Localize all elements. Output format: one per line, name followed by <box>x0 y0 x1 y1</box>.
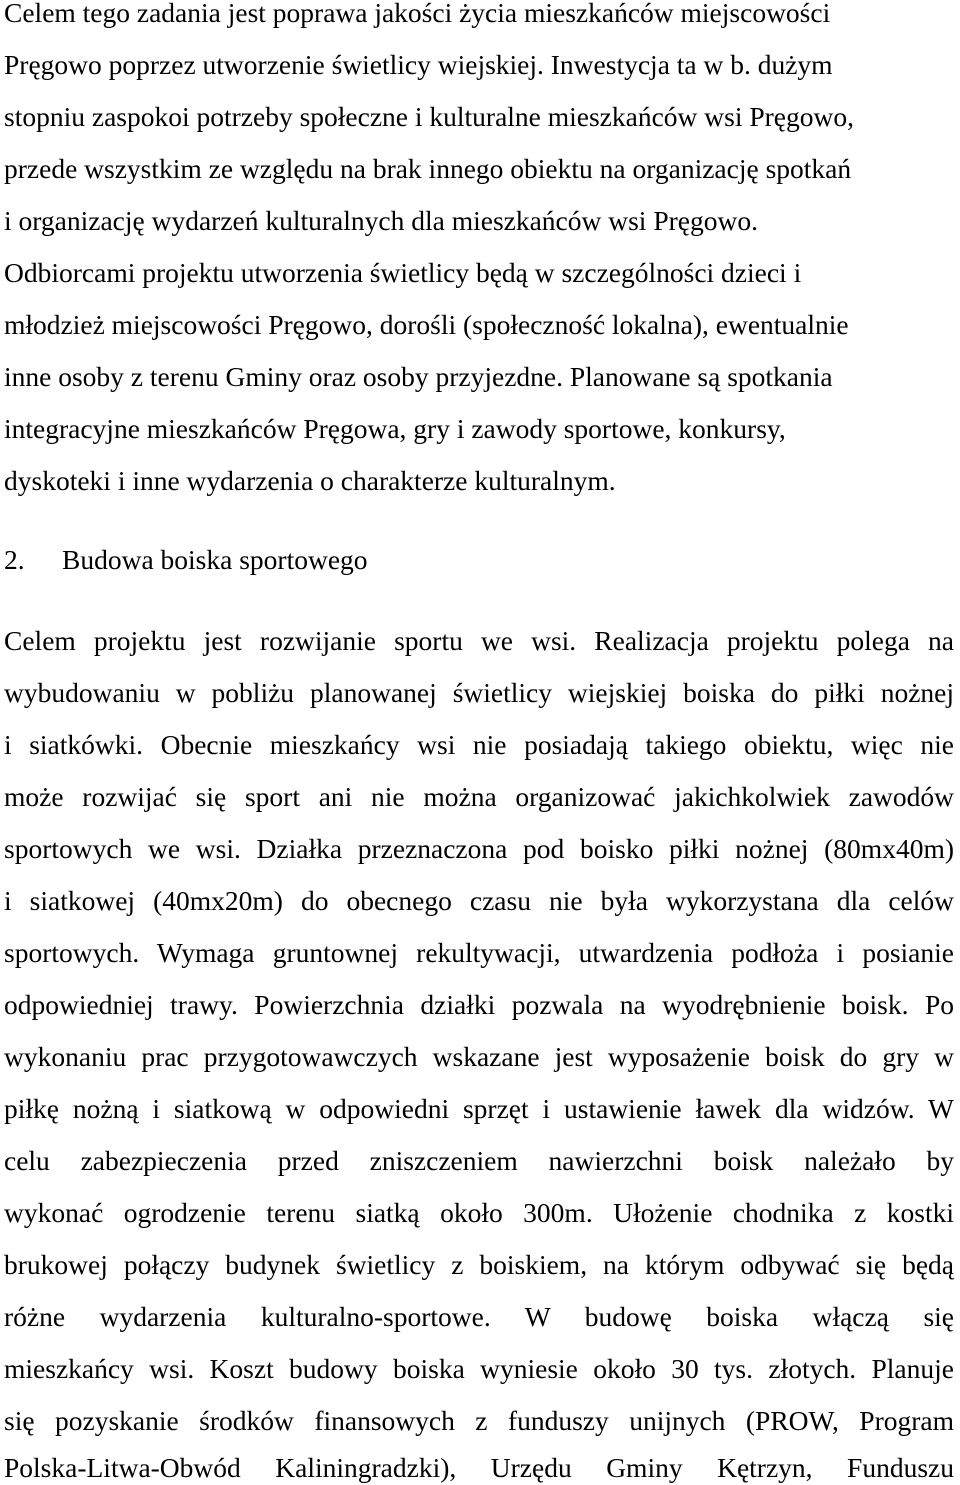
section-title: Budowa boiska sportowego <box>62 544 368 575</box>
text-line: celu zabezpieczenia przed zniszczeniem nawierzchni boisk należało by <box>4 1145 954 1176</box>
text-line: wykonaniu prac przygotowawczych wskazane jest wyposażenie boisk do gry w <box>4 1041 954 1072</box>
text-line: Celem tego zadania jest poprawa jakości życia mieszkańców miejscowości <box>4 0 831 28</box>
text-line: stopniu zaspokoi potrzeby społeczne i kulturalne mieszkańców wsi Pręgowo, <box>4 101 855 132</box>
text-line: wykonać ogrodzenie terenu siatką około 300m. Ułożenie chodnika z kostki <box>4 1197 954 1228</box>
text-line: wybudowaniu w pobliżu planowanej świetlicy wiejskiej boiska do piłki nożnej <box>4 677 954 708</box>
text-line: integracyjne mieszkańców Pręgowa, gry i zawody sportowe, konkursy, <box>4 413 786 444</box>
text-line: inne osoby z terenu Gminy oraz osoby przyjezdne. Planowane są spotkania <box>4 361 833 392</box>
text-line: i siatkowej (40mx20m) do obecnego czasu nie była wykorzystana dla celów <box>4 885 954 916</box>
text-line: dyskoteki i inne wydarzenia o charakterze kulturalnym. <box>4 465 616 496</box>
text-line: młodzież miejscowości Pręgowo, dorośli (społeczność lokalna), ewentualnie <box>4 309 849 340</box>
section-heading <box>4 543 368 577</box>
text-line: się pozyskanie środków finansowych z funduszy unijnych (PROW, Program <box>4 1405 954 1436</box>
section-number: 2. <box>4 544 25 575</box>
text-line: Odbiorcami projektu utworzenia świetlicy będą w szczególności dzieci i <box>4 257 802 288</box>
text-line: i siatkówki. Obecnie mieszkańcy wsi nie posiadają takiego obiektu, więc nie <box>4 729 954 760</box>
text-line: brukowej połączy budynek świetlicy z boiskiem, na którym odbywać się będą <box>4 1249 954 1280</box>
text-line: Pręgowo poprzez utworzenie świetlicy wiejskiej. Inwestycja ta w b. dużym <box>4 49 833 80</box>
text-line: Celem projektu jest rozwijanie sportu we wsi. Realizacja projektu polega na <box>4 625 954 656</box>
text-line: piłkę nożną i siatkową w odpowiedni sprzęt i ustawienie ławek dla widzów. W <box>4 1093 954 1124</box>
text-line: odpowiedniej trawy. Powierzchnia działki pozwala na wyodrębnienie boisk. Po <box>4 989 954 1020</box>
text-line: mieszkańcy wsi. Koszt budowy boiska wyniesie około 30 tys. złotych. Planuje <box>4 1353 954 1384</box>
text-line: przede wszystkim ze względu na brak innego obiektu na organizację spotkań <box>4 153 852 184</box>
text-line: sportowych we wsi. Działka przeznaczona pod boisko piłki nożnej (80mx40m) <box>4 833 954 864</box>
text-line: i organizację wydarzeń kulturalnych dla mieszkańców wsi Pręgowo. <box>4 205 758 236</box>
text-line: różne wydarzenia kulturalno-sportowe. W budowę boiska włączą się <box>4 1301 954 1332</box>
text-line: może rozwijać się sport ani nie można organizować jakichkolwiek zawodów <box>4 781 954 812</box>
text-line: sportowych. Wymaga gruntownej rekultywacji, utwardzenia podłoża i posianie <box>4 937 954 968</box>
text-line: Polska-Litwa-Obwód Kaliningradzki), Urzędu Gminy Kętrzyn, Funduszu <box>4 1452 954 1483</box>
